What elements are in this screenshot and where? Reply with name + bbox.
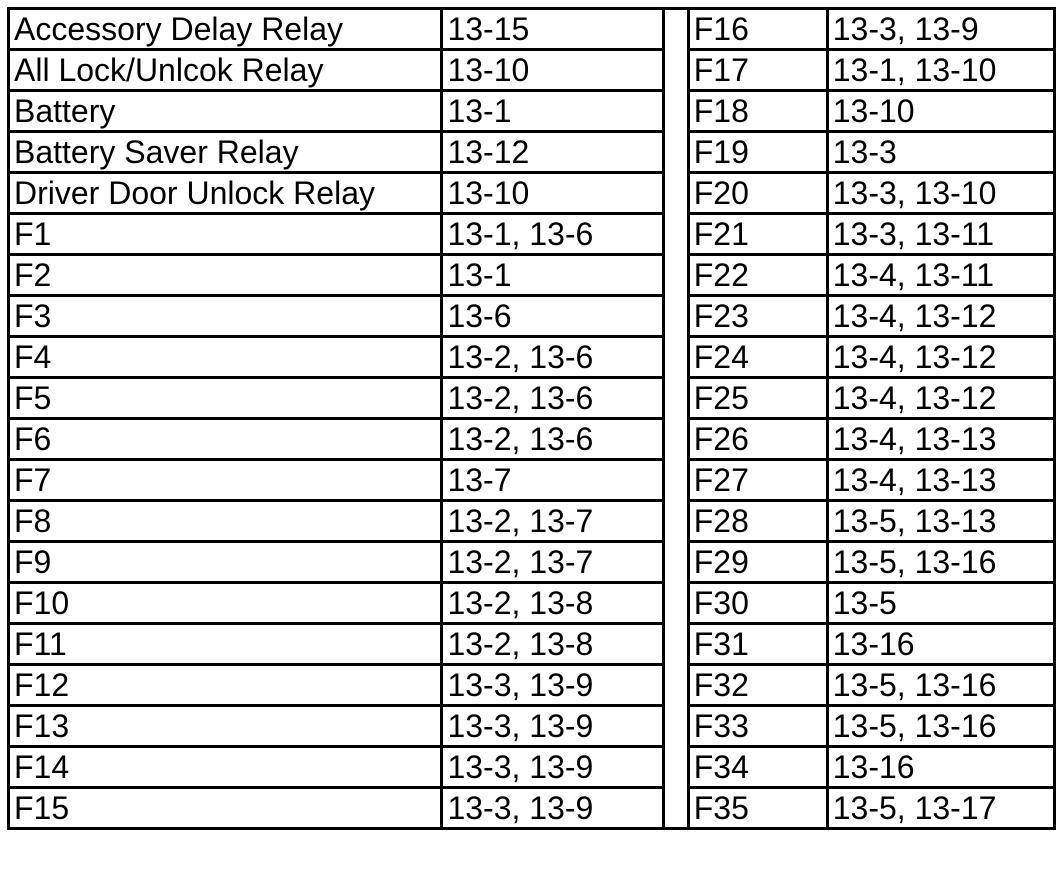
component-name-cell: F24 [688, 337, 827, 378]
table-row [9, 419, 664, 460]
table-row [9, 337, 664, 378]
left-column-table [7, 7, 665, 830]
table-row [688, 460, 1054, 501]
table-row [688, 9, 1054, 50]
page-reference-cell: 13-3, 13-9 [827, 9, 1054, 50]
table-row [9, 9, 664, 50]
table-row [688, 378, 1054, 419]
component-name-cell: F11 [9, 624, 442, 665]
page-reference-cell: 13-3, 13-9 [442, 747, 663, 788]
table-row [9, 91, 664, 132]
component-name-cell: F23 [688, 296, 827, 337]
table-row [9, 501, 664, 542]
table-row [688, 419, 1054, 460]
component-name-cell: F29 [688, 542, 827, 583]
component-name-cell: F26 [688, 419, 827, 460]
component-name-cell: F35 [688, 788, 827, 829]
table-row [688, 747, 1054, 788]
component-name-cell: F12 [9, 665, 442, 706]
table-row [688, 173, 1054, 214]
page-reference-cell: 13-3, 13-9 [442, 788, 663, 829]
page-reference-cell: 13-7 [442, 460, 663, 501]
page-reference-cell: 13-16 [827, 624, 1054, 665]
table-row [9, 460, 664, 501]
page-reference-cell: 13-3, 13-11 [827, 214, 1054, 255]
component-name-cell: F10 [9, 583, 442, 624]
component-name-cell: F27 [688, 460, 827, 501]
component-name-cell: F5 [9, 378, 442, 419]
component-name-cell: F14 [9, 747, 442, 788]
component-name-cell: F18 [688, 91, 827, 132]
page-reference-cell: 13-5 [827, 583, 1054, 624]
component-name-cell: F6 [9, 419, 442, 460]
component-name-cell: F19 [688, 132, 827, 173]
page-reference-cell: 13-4, 13-12 [827, 296, 1054, 337]
page-reference-cell: 13-1, 13-10 [827, 50, 1054, 91]
page-reference-cell: 13-1 [442, 91, 663, 132]
table-row [688, 501, 1054, 542]
page-reference-cell: 13-2, 13-7 [442, 501, 663, 542]
component-name-cell: Battery Saver Relay [9, 132, 442, 173]
page-reference-cell: 13-4, 13-13 [827, 460, 1054, 501]
component-name-cell: Driver Door Unlock Relay [9, 173, 442, 214]
component-name-cell: F33 [688, 706, 827, 747]
component-name-cell: F2 [9, 255, 442, 296]
table-row [688, 624, 1054, 665]
page-reference-cell: 13-12 [442, 132, 663, 173]
component-name-cell: F16 [688, 9, 827, 50]
component-name-cell: F1 [9, 214, 442, 255]
table-row [688, 706, 1054, 747]
page-reference-cell: 13-3, 13-10 [827, 173, 1054, 214]
component-name-cell: F34 [688, 747, 827, 788]
table-row [9, 583, 664, 624]
component-name-cell: F4 [9, 337, 442, 378]
table-row [9, 173, 664, 214]
table-row [9, 706, 664, 747]
page-reference-cell: 13-2, 13-6 [442, 337, 663, 378]
table-row [9, 132, 664, 173]
page-reference-cell: 13-10 [442, 173, 663, 214]
component-name-cell: F17 [688, 50, 827, 91]
table-row [9, 788, 664, 829]
page-reference-cell: 13-5, 13-16 [827, 706, 1054, 747]
table-row [688, 665, 1054, 706]
table-row [688, 583, 1054, 624]
page-reference-cell: 13-10 [827, 91, 1054, 132]
page-reference-cell: 13-2, 13-6 [442, 419, 663, 460]
table-row [688, 91, 1054, 132]
right-column-table [687, 7, 1056, 830]
component-name-cell: F13 [9, 706, 442, 747]
page-reference-cell: 13-2, 13-6 [442, 378, 663, 419]
table-row [9, 747, 664, 788]
page-reference-cell: 13-6 [442, 296, 663, 337]
page-reference-cell: 13-2, 13-8 [442, 624, 663, 665]
component-name-cell: F30 [688, 583, 827, 624]
component-name-cell: F31 [688, 624, 827, 665]
component-name-cell: F21 [688, 214, 827, 255]
component-name-cell: F9 [9, 542, 442, 583]
table-row [688, 50, 1054, 91]
table-row [688, 337, 1054, 378]
page-reference-cell: 13-5, 13-13 [827, 501, 1054, 542]
table-row [9, 378, 664, 419]
component-name-cell: Accessory Delay Relay [9, 9, 442, 50]
table-row [688, 132, 1054, 173]
table-row [688, 542, 1054, 583]
table-row [688, 788, 1054, 829]
table-row [688, 255, 1054, 296]
table-row [9, 214, 664, 255]
page-reference-cell: 13-15 [442, 9, 663, 50]
table-row [9, 296, 664, 337]
right-table-body [688, 9, 1054, 829]
page-reference-cell: 13-4, 13-13 [827, 419, 1054, 460]
component-name-cell: F20 [688, 173, 827, 214]
component-name-cell: F22 [688, 255, 827, 296]
table-row [9, 50, 664, 91]
component-name-cell: Battery [9, 91, 442, 132]
table-row [9, 665, 664, 706]
page-reference-cell: 13-5, 13-16 [827, 665, 1054, 706]
page-reference-cell: 13-1, 13-6 [442, 214, 663, 255]
page-reference-cell: 13-1 [442, 255, 663, 296]
page-reference-cell: 13-2, 13-8 [442, 583, 663, 624]
table-row [9, 255, 664, 296]
page-reference-cell: 13-4, 13-12 [827, 337, 1054, 378]
page-reference-cell: 13-3 [827, 132, 1054, 173]
page-reference-cell: 13-5, 13-17 [827, 788, 1054, 829]
page-reference-cell: 13-5, 13-16 [827, 542, 1054, 583]
page-reference-cell: 13-4, 13-11 [827, 255, 1054, 296]
component-name-cell: F7 [9, 460, 442, 501]
page-reference-cell: 13-3, 13-9 [442, 706, 663, 747]
page-reference-cell: 13-3, 13-9 [442, 665, 663, 706]
component-name-cell: F32 [688, 665, 827, 706]
table-row [688, 296, 1054, 337]
page-reference-cell: 13-10 [442, 50, 663, 91]
component-name-cell: All Lock/Unlcok Relay [9, 50, 442, 91]
page-reference-cell: 13-4, 13-12 [827, 378, 1054, 419]
table-row [9, 624, 664, 665]
component-name-cell: F8 [9, 501, 442, 542]
component-name-cell: F15 [9, 788, 442, 829]
table-row [688, 214, 1054, 255]
component-name-cell: F3 [9, 296, 442, 337]
component-index-table [7, 7, 1056, 830]
page-reference-cell: 13-16 [827, 747, 1054, 788]
column-gap [665, 7, 687, 830]
component-name-cell: F25 [688, 378, 827, 419]
left-table-body [9, 9, 664, 829]
component-name-cell: F28 [688, 501, 827, 542]
page-reference-cell: 13-2, 13-7 [442, 542, 663, 583]
table-row [9, 542, 664, 583]
